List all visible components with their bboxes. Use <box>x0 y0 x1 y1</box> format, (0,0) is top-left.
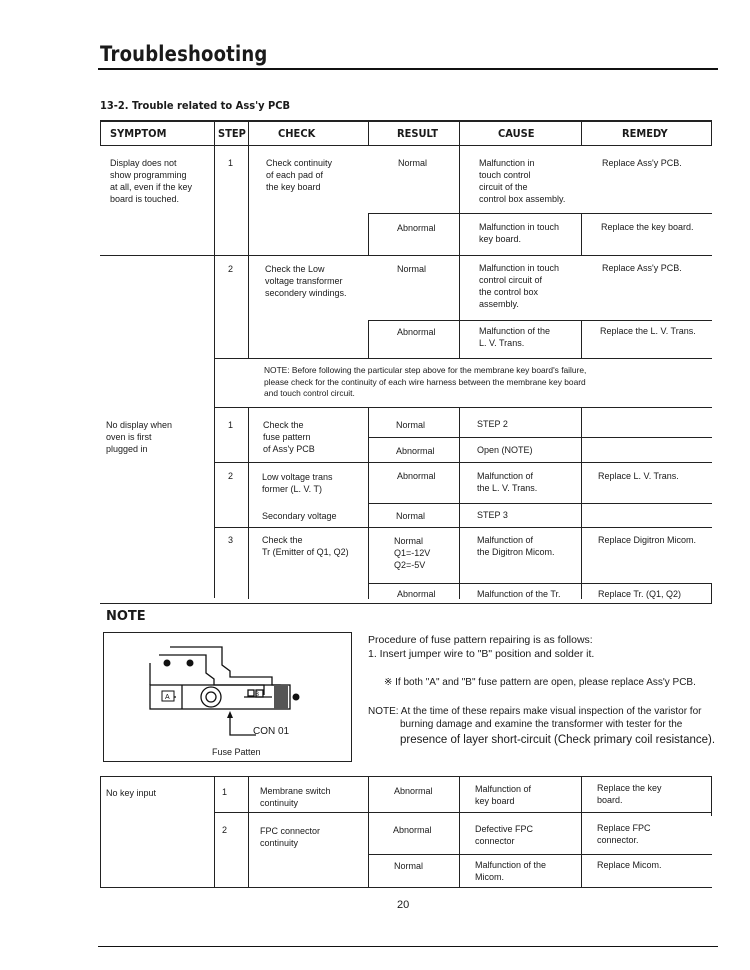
row-line <box>214 407 712 408</box>
remedy-cell: Replace Ass'y PCB. <box>602 158 682 168</box>
row-line <box>214 812 712 813</box>
cause-cell: Malfunction in touch key board. <box>479 222 560 244</box>
result-cell: Normal <box>396 511 426 521</box>
check-cell: Check the fuse pattern of Ass'y PCB <box>263 420 315 454</box>
repair-note-line3: presence of layer short-circuit (Check primary coil resistance). <box>400 734 716 746</box>
col-line-b3-result <box>368 776 369 887</box>
check-cell: Check the Tr (Emitter of Q1, Q2) <box>262 535 349 557</box>
remedy-cell: Replace Tr. (Q1, Q2) <box>598 589 682 599</box>
check-cell: Check the Low voltage transformer secondery windings. <box>265 264 347 298</box>
col-line-cause <box>459 120 460 358</box>
row-line <box>214 462 712 463</box>
row-line <box>368 503 712 504</box>
result-cell: Normal <box>398 158 428 168</box>
table-top-border <box>100 120 712 122</box>
col-line-b3-left <box>100 776 101 887</box>
connector-block <box>274 685 288 709</box>
remedy-cell: Replace Micom. <box>597 860 662 870</box>
result-cell: Abnormal <box>397 471 436 481</box>
header-symptom: SYMPTOM <box>110 127 167 140</box>
result-cell: Abnormal <box>394 786 433 796</box>
col-line-result-hdr <box>368 120 369 145</box>
arrow-icon <box>227 711 233 718</box>
header-bottom-border <box>100 145 712 146</box>
remedy-cell: Replace Digitron Micom. <box>598 535 697 545</box>
symptom-cell: No key input <box>106 788 157 798</box>
result-cell: Abnormal <box>397 589 436 599</box>
result-cell: Normal Q1=-12V Q2=-5V <box>394 536 431 570</box>
remedy-cell: Replace L. V. Trans. <box>598 471 679 481</box>
result-cell: Normal <box>397 264 427 274</box>
remedy-cell: Replace the key board. <box>597 783 662 805</box>
col-line-b3-remedy <box>581 776 582 887</box>
col-line-b3-cause <box>459 776 460 887</box>
row-line <box>100 776 712 777</box>
cause-cell: STEP 3 <box>477 510 508 520</box>
col-line-remedy-1 <box>581 213 582 255</box>
cause-cell: STEP 2 <box>477 419 508 429</box>
step-cell: 2 <box>222 825 228 835</box>
right-tick <box>711 583 712 603</box>
cause-cell: Malfunction of key board <box>475 784 532 806</box>
symptom-cell: No display when oven is first plugged in <box>106 420 173 454</box>
cause-cell: Malfunction of the Micom. <box>475 860 547 882</box>
remedy-cell: Replace FPC connector. <box>597 823 651 845</box>
con-label: CON 01 <box>253 726 290 737</box>
header-check: CHECK <box>278 127 316 140</box>
row-line <box>100 887 712 888</box>
repair-note-line2: burning damage and examine the transformer with tester for the <box>400 719 683 730</box>
symptom-cell: Display does not show programming at all, even if the key board is touched. <box>110 158 193 204</box>
result-cell: Abnormal <box>397 327 436 337</box>
pad-dot <box>187 660 194 667</box>
row-line <box>368 437 712 438</box>
fuse-mark-a: A <box>165 694 170 701</box>
footer-rule <box>98 946 718 947</box>
procedure-text: Procedure of fuse pattern repairing is as follows: 1. Insert jumper wire to "B" position and solder it. <box>368 634 595 660</box>
row-line <box>368 320 712 321</box>
col-line-b3-check <box>248 776 249 887</box>
row-line <box>368 583 712 584</box>
cause-cell: Malfunction of the L. V. Trans. <box>479 326 551 348</box>
col-line-step-right-2 <box>248 407 249 599</box>
page-title: Troubleshooting <box>100 42 268 66</box>
remedy-cell: Replace Ass'y PCB. <box>602 263 682 273</box>
header-right-border <box>711 120 712 145</box>
step-cell: 1 <box>228 158 234 168</box>
fuse-label: Fuse Patten <box>212 747 261 757</box>
row-line <box>214 527 712 528</box>
col-line-b3-step <box>214 776 215 887</box>
row-line <box>214 358 712 359</box>
row-line <box>100 603 712 604</box>
cause-cell: Defective FPC connector <box>475 824 534 846</box>
fuse-mark-b: B <box>255 692 260 698</box>
cause-cell: Malfunction of the Tr. <box>477 589 561 599</box>
col-line-b3-right <box>711 776 712 816</box>
cause-cell: Malfunction in touch control circuit of the control box assembly. <box>479 263 560 309</box>
result-cell: Abnormal <box>396 446 435 456</box>
step-cell: 2 <box>228 264 234 274</box>
pad-dot <box>293 694 300 701</box>
col-line-remedy-2 <box>581 320 582 358</box>
step-cell: 3 <box>228 535 234 545</box>
note-title: NOTE <box>106 609 146 624</box>
header-step: STEP <box>218 127 246 140</box>
repair-note-line1: NOTE: At the time of these repairs make visual inspection of the varistor for <box>368 706 702 717</box>
header-cause: CAUSE <box>498 127 535 140</box>
step-cell: 1 <box>222 787 228 797</box>
fuse-diagram-box <box>103 632 352 762</box>
block-note: NOTE: Before following the particular step above for the membrane key board's failure, please check for the continuity of each wire harness between the membrane key board and touch control circuit. <box>264 365 587 398</box>
pad-dot <box>164 660 171 667</box>
remedy-cell: Replace the key board. <box>601 222 694 232</box>
col-line-result-b2 <box>368 407 369 599</box>
cause-cell: Malfunction in touch control circuit of the control box assembly. <box>479 158 566 204</box>
page-number: 20 <box>397 899 410 911</box>
title-rule <box>98 68 718 70</box>
cause-cell: Open (NOTE) <box>477 445 533 455</box>
result-cell: Abnormal <box>393 825 432 835</box>
col-line-result-b1 <box>368 213 369 255</box>
row-line <box>368 213 712 214</box>
col-line-step-right <box>248 120 249 358</box>
col-line-remedy-hdr <box>581 120 582 145</box>
check-cell: Low voltage trans former (L. V. T) <box>262 472 333 494</box>
cause-cell: Malfunction of the Digitron Micom. <box>477 535 555 557</box>
header-left-border <box>100 120 101 145</box>
result-cell: Abnormal <box>397 223 436 233</box>
check-cell: Secondary voltage <box>262 511 337 521</box>
remedy-cell: Replace the L. V. Trans. <box>600 326 696 336</box>
step-cell: 2 <box>228 471 234 481</box>
cause-cell: Malfunction of the L. V. Trans. <box>477 471 538 493</box>
col-line-result-b1b <box>368 320 369 358</box>
row-line <box>368 854 712 855</box>
result-cell: Normal <box>394 861 424 871</box>
header-remedy: REMEDY <box>622 127 668 140</box>
fuse-pattern-diagram <box>104 633 351 761</box>
section-heading: 13-2. Trouble related to Ass'y PCB <box>100 99 291 112</box>
row-line <box>100 255 712 256</box>
replace-bullet: ※ If both "A" and "B" fuse pattern are open, please replace Ass'y PCB. <box>384 677 696 688</box>
check-cell: Membrane switch continuity <box>260 786 331 808</box>
check-cell: Check continuity of each pad of the key board <box>266 158 333 192</box>
check-cell: FPC connector continuity <box>260 826 321 848</box>
result-cell: Normal <box>396 420 426 430</box>
header-result: RESULT <box>397 127 438 140</box>
step-cell: 1 <box>228 420 234 430</box>
